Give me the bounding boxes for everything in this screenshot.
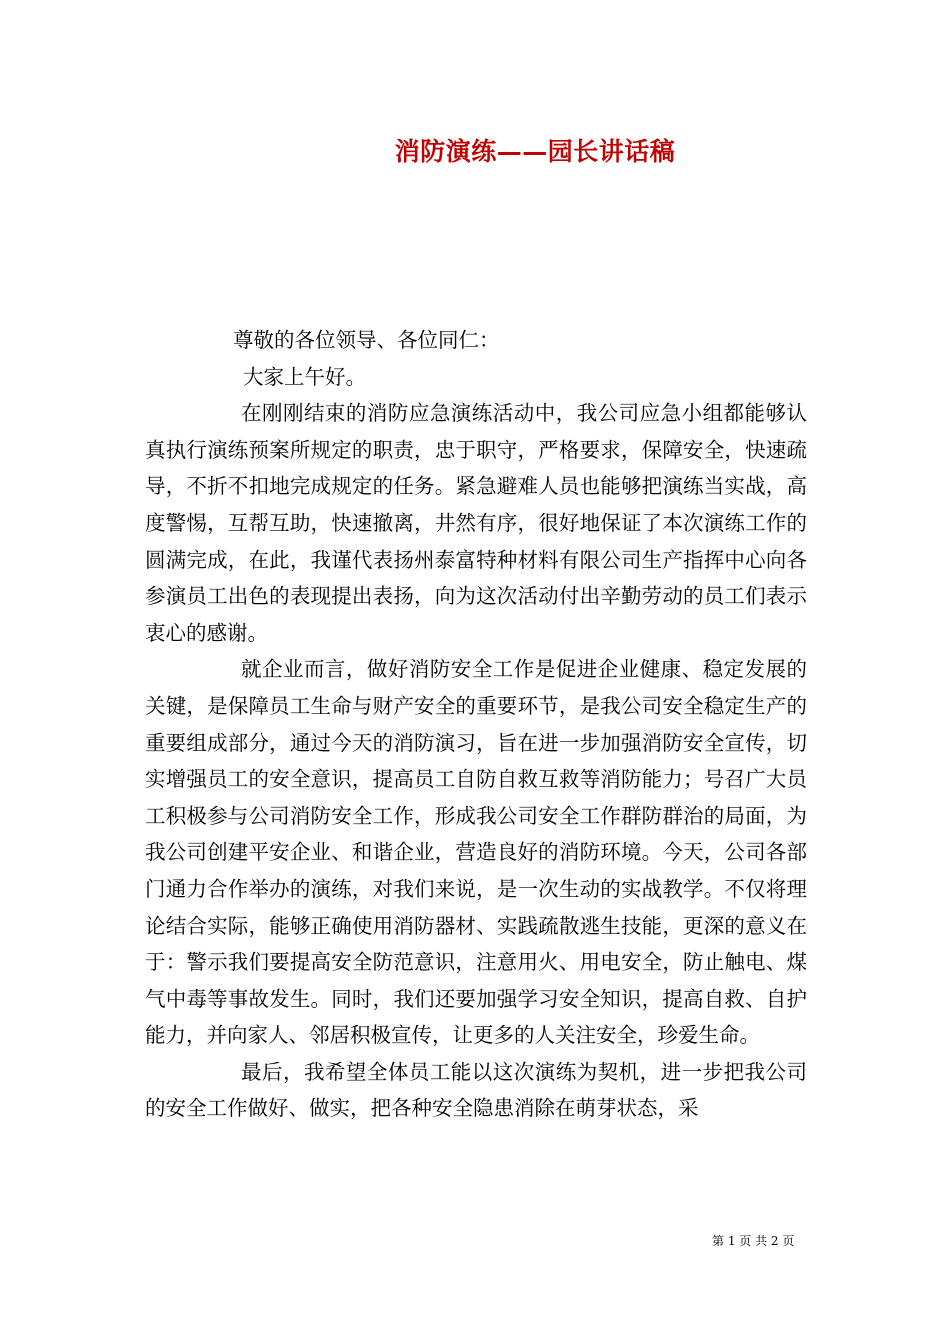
document-title: 消防演练——园长讲话稿 (394, 137, 676, 166)
paragraph-3: 最后，我希望全体员工能以这次演练为契机，进一步把我公司的安全工作做好、做实，把各种安全隐患消除在萌芽状态，采 (145, 1059, 807, 1121)
paragraph-2: 就企业而言，做好消防安全工作是促进企业健康、稳定发展的关键，是保障员工生命与财产安全的重要环节，是我公司安全稳定生产的重要组成部分，通过今天的消防演习，旨在进一步加强消防安全宣传，切实增强员工的安全意识，提高员工自防自救互救等消防能力；号召广大员工积极参与公司消防安全工作，形成我公司安全工作群防群治的局面，为我公司创建平安企业、和谐企业，营造良好的消防环境。今天，公司各部门通力合作举办的演练，对我们来说，是一次生动的实战教学。不仅将理论结合实际，能够正确使用消防器材、实践疏散逃生技能，更深的意义在于：警示我们要提高安全防范意识，注意用火、用电安全，防止触电、煤气中毒等事故发生。同时，我们还要加强学习安全知识，提高自救、自护能力，并向家人、邻居积极宣传，让更多的人关注安全，珍爱生命。 (145, 657, 807, 1048)
paragraph-1: 在刚刚结束的消防应急演练活动中，我公司应急小组都能够认真执行演练预案所规定的职责，忠于职守，严格要求，保障安全，快速疏导，不折不扣地完成规定的任务。紧急避难人员也能够把演练当实战，高度警惕，互帮互助，快速撤离，井然有序，很好地保证了本次演练工作的圆满完成，在此，我谨代表扬州泰富特种材料有限公司生产指挥中心向各参演员工出色的表现提出表扬，向为这次活动付出辛勤劳动的员工们表示衷心的感谢。 (145, 401, 807, 645)
greeting: 大家上午好。 (243, 364, 366, 389)
document-body (145, 322, 807, 1127)
salutation: 尊敬的各位领导、各位同仁： (233, 328, 500, 352)
page-number-footer: 第 1 页 共 2 页 (712, 1234, 795, 1248)
